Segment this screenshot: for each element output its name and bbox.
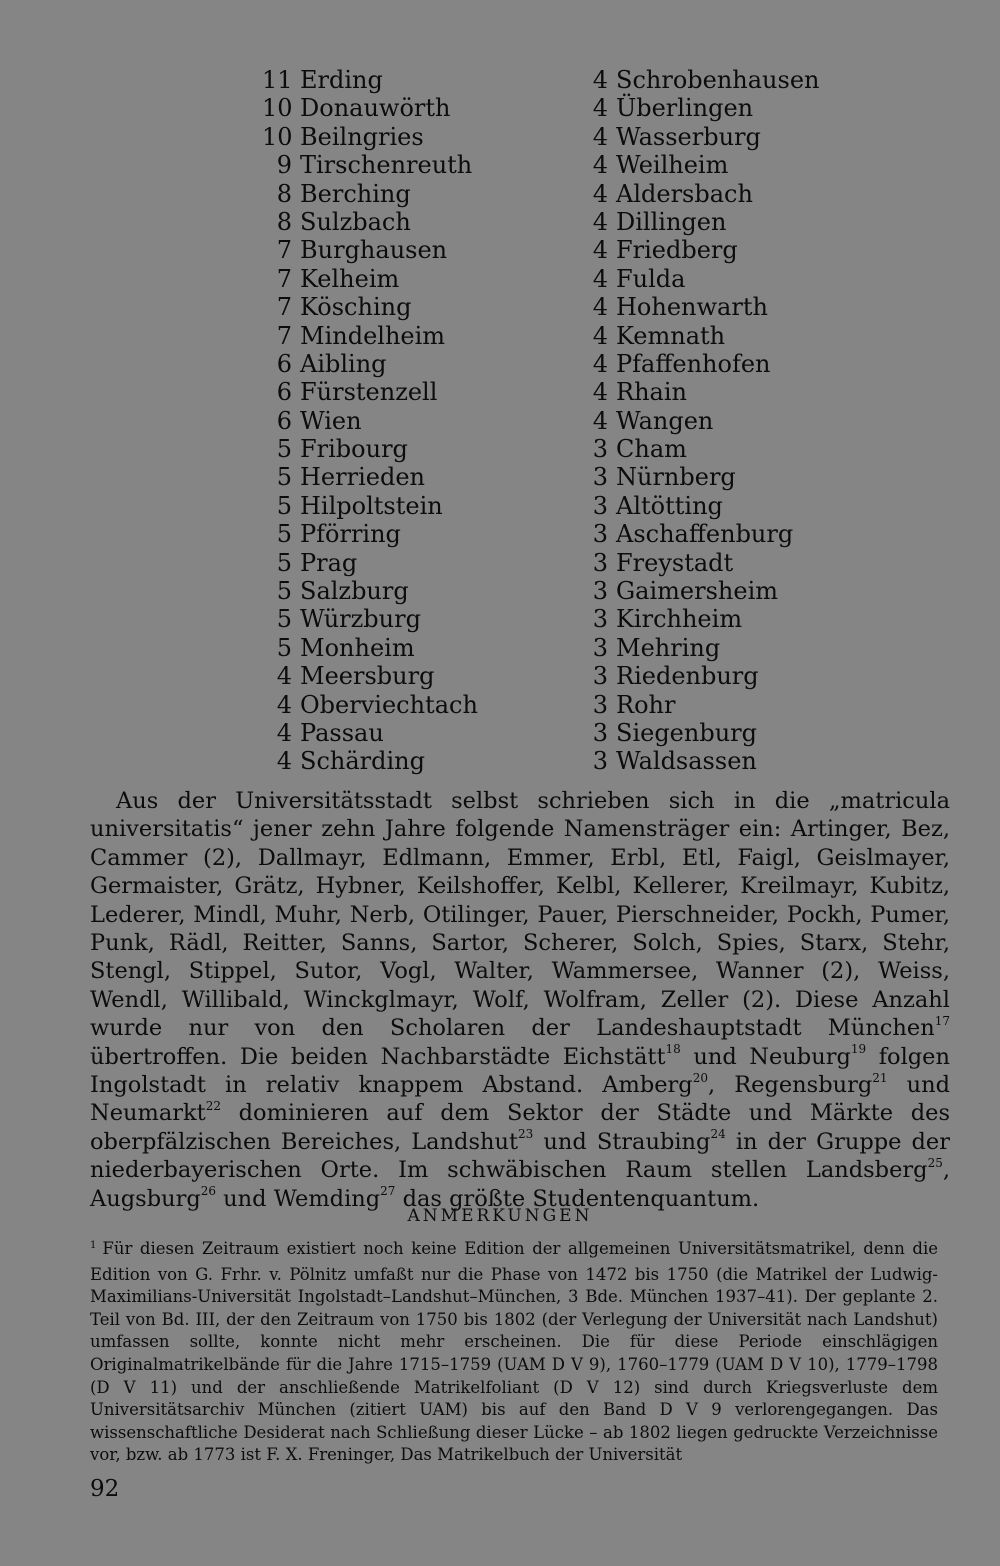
count-value: 3 xyxy=(592,548,608,577)
footnote-marker: 1 xyxy=(90,1240,97,1251)
place-name: Mindelheim xyxy=(300,321,446,350)
count-value: 4 xyxy=(592,321,608,350)
count-value: 5 xyxy=(276,605,292,634)
footnote-ref: 20 xyxy=(692,1070,708,1085)
list-item xyxy=(262,605,552,633)
place-name: Schrobenhausen xyxy=(616,66,820,94)
footnote-text: Für diesen Zeitraum existiert noch keine Edition der allgemeinen Universitätsmatrikel, denn die Edition von G. Frhr. v. Pölnitz umfaßt nur die Phase von 1472 bis 1750 (die Matrikel der Ludwig-Maximilians-Universität Ingolstadt–Landshut–München, 3 Bde. München 1937–41). Der geplante 2. Teil von Bd. III, der den Zeitraum von 1750 bis 1802 (der Verlegung der Universität nach Landshut) umfassen sollte, konnte nicht mehr erscheinen. Die für diese Periode einschlägigen Originalmatrikelbände für die Jahre 1715–1759 (UAM D V 9), 1760–1779 (UAM D V 10), 1779–1798 (D V 11) und der anschließende Matrikelfoliant (D V 12) sind durch Kriegsverluste dem Universitätsarchiv München (zitiert UAM) bis auf den Band D V 9 verlorengegangen. Das wissenschaftliche Desiderat nach Schließung dieser Lücke – ab 1802 liegen gedruckte Verzeichnisse vor, bzw. ab 1773 ist F. X. Freninger, Das Matrikelbuch der Universität xyxy=(90,1239,938,1465)
list-item xyxy=(578,66,838,94)
list-item xyxy=(578,123,838,151)
place-name: Fribourg xyxy=(300,435,408,464)
count-value: 7 xyxy=(276,236,292,265)
place-name: Rhain xyxy=(616,378,687,407)
count-value: 3 xyxy=(592,463,608,492)
place-name: Kösching xyxy=(300,293,412,322)
place-name: Prag xyxy=(300,548,358,577)
place-name: Überlingen xyxy=(616,94,754,123)
place-name: Pfaffenhofen xyxy=(616,349,771,378)
count-value: 5 xyxy=(276,520,292,549)
list-item xyxy=(262,208,552,236)
place-name: Friedberg xyxy=(616,236,738,265)
place-name: Tirschenreuth xyxy=(300,151,473,180)
count-value: 3 xyxy=(592,491,608,520)
list-item xyxy=(578,265,838,293)
count-value: 5 xyxy=(276,577,292,606)
list-item xyxy=(578,350,838,378)
place-name: Aldersbach xyxy=(616,179,753,208)
text-run: und Straubing xyxy=(533,1128,711,1155)
place-name: Würzburg xyxy=(300,605,421,634)
list-item xyxy=(262,350,552,378)
footnote-1 xyxy=(90,1238,938,1467)
place-name: Hohenwarth xyxy=(616,293,768,322)
count-value: 3 xyxy=(592,520,608,549)
list-item xyxy=(262,520,552,548)
count-value: 3 xyxy=(592,633,608,662)
place-name: Wien xyxy=(300,406,362,435)
place-name: Nürnberg xyxy=(616,463,736,492)
place-name: Beilngries xyxy=(300,122,424,151)
count-value: 5 xyxy=(276,463,292,492)
place-name: Pförring xyxy=(300,520,401,549)
list-item xyxy=(578,605,838,633)
count-value: 8 xyxy=(276,179,292,208)
footnote-ref: 27 xyxy=(380,1184,396,1199)
list-item xyxy=(578,94,838,122)
place-name: Riedenburg xyxy=(616,662,759,691)
list-item xyxy=(578,719,838,747)
list-item xyxy=(262,123,552,151)
count-value: 4 xyxy=(276,718,292,747)
count-value: 3 xyxy=(592,690,608,719)
place-name: Mehring xyxy=(616,633,721,662)
count-value: 3 xyxy=(592,747,608,776)
count-value: 5 xyxy=(276,435,292,464)
list-item xyxy=(578,549,838,577)
notes-heading: ANMERKUNGEN xyxy=(407,1206,593,1226)
count-value: 5 xyxy=(276,548,292,577)
list-item xyxy=(262,463,552,491)
place-name: Burghausen xyxy=(300,236,448,265)
place-name: Weilheim xyxy=(616,151,729,180)
count-value: 6 xyxy=(276,349,292,378)
place-name: Monheim xyxy=(300,633,415,662)
count-value: 10 xyxy=(262,94,293,123)
count-value: 4 xyxy=(276,662,292,691)
count-value: 5 xyxy=(276,633,292,662)
place-name: Kelheim xyxy=(300,264,400,293)
place-name: Kirchheim xyxy=(616,605,743,634)
list-item xyxy=(578,293,838,321)
count-value: 9 xyxy=(276,151,292,180)
list-item xyxy=(578,407,838,435)
place-name: Hilpoltstein xyxy=(300,491,443,520)
body-paragraph-block xyxy=(90,787,950,1213)
place-name: Freystadt xyxy=(616,548,734,577)
place-name: Berching xyxy=(300,179,411,208)
place-name: Kemnath xyxy=(616,321,726,350)
footnote-ref: 25 xyxy=(927,1155,943,1170)
place-name: Schärding xyxy=(300,747,425,776)
list-item xyxy=(262,577,552,605)
list-item xyxy=(578,180,838,208)
count-value: 7 xyxy=(276,321,292,350)
text-run: in der Gruppe der niederbayerischen Orte. Im schwäbischen Raum stellen Landsberg xyxy=(90,1128,950,1184)
list-item xyxy=(578,492,838,520)
count-value: 4 xyxy=(592,293,608,322)
count-value: 3 xyxy=(592,662,608,691)
list-column-right xyxy=(578,66,838,776)
text-run: , Regensburg xyxy=(708,1072,873,1099)
place-name: Siegenburg xyxy=(616,718,757,747)
list-item xyxy=(578,151,838,179)
footnote-ref: 26 xyxy=(200,1184,217,1199)
list-item xyxy=(262,719,552,747)
place-name: Herrieden xyxy=(300,463,425,492)
list-item xyxy=(262,634,552,662)
count-value: 4 xyxy=(592,179,608,208)
count-value: 4 xyxy=(592,207,608,236)
place-name: Donauwörth xyxy=(300,94,451,123)
count-value: 3 xyxy=(592,435,608,464)
body-paragraph xyxy=(90,787,950,1213)
count-value: 3 xyxy=(592,718,608,747)
list-item xyxy=(578,577,838,605)
text-run: das größte Studentenquantum. xyxy=(395,1185,760,1212)
text-run: , Augsburg xyxy=(90,1157,950,1212)
list-item xyxy=(578,520,838,548)
text-run: dominieren auf dem Sektor der Städte und Märkte des oberpfälzischen Bereiches, Landshut xyxy=(90,1100,950,1155)
count-value: 6 xyxy=(276,378,292,407)
count-value: 8 xyxy=(276,207,292,236)
list-item xyxy=(262,236,552,264)
place-name: Gaimersheim xyxy=(616,577,778,606)
list-item xyxy=(578,236,838,264)
text-run: und Neuburg xyxy=(680,1043,851,1070)
text-run: übertroffen. Die beiden Nachbarstädte Eichstätt xyxy=(90,1043,666,1070)
place-name: Wasserburg xyxy=(616,122,761,151)
place-name: Aibling xyxy=(300,349,387,378)
list-item xyxy=(262,66,552,94)
place-name: Fürstenzell xyxy=(300,378,438,407)
list-item xyxy=(578,378,838,406)
text-run: folgen Ingolstadt in relativ knappem Abstand. Amberg xyxy=(90,1043,950,1099)
count-value: 3 xyxy=(592,577,608,606)
count-value: 4 xyxy=(276,690,292,719)
list-item xyxy=(262,691,552,719)
count-value: 4 xyxy=(592,122,608,151)
list-column-left xyxy=(262,66,552,776)
place-name: Meersburg xyxy=(300,662,435,691)
list-item xyxy=(578,435,838,463)
count-value: 10 xyxy=(262,122,293,151)
footnote-ref: 18 xyxy=(665,1042,681,1057)
list-item xyxy=(262,180,552,208)
list-item xyxy=(578,322,838,350)
place-name: Fulda xyxy=(616,264,686,293)
list-item xyxy=(262,435,552,463)
count-value: 7 xyxy=(276,264,292,293)
count-value: 4 xyxy=(592,66,608,94)
list-item xyxy=(262,378,552,406)
count-value: 6 xyxy=(276,406,292,435)
text-run: und Neumarkt xyxy=(90,1072,950,1127)
count-value: 4 xyxy=(592,406,608,435)
footnote-ref: 24 xyxy=(710,1127,726,1142)
count-value: 4 xyxy=(592,94,608,123)
count-value: 5 xyxy=(276,491,292,520)
footnote-ref: 22 xyxy=(205,1098,221,1113)
place-name: Waldsassen xyxy=(616,747,757,776)
place-name: Erding xyxy=(300,66,383,94)
place-name: Rohr xyxy=(616,690,676,719)
place-name: Oberviechtach xyxy=(300,690,478,719)
list-item xyxy=(262,265,552,293)
count-value: 4 xyxy=(276,747,292,776)
footnote-ref: 17 xyxy=(934,1013,950,1028)
list-item xyxy=(578,208,838,236)
list-item xyxy=(262,549,552,577)
place-name: Altötting xyxy=(616,491,723,520)
list-item xyxy=(578,691,838,719)
place-name: Passau xyxy=(300,718,384,747)
count-value: 4 xyxy=(592,349,608,378)
count-value: 4 xyxy=(592,264,608,293)
page-number: 92 xyxy=(90,1476,120,1502)
list-item xyxy=(262,94,552,122)
count-value: 4 xyxy=(592,378,608,407)
count-value: 3 xyxy=(592,605,608,634)
place-name: Sulzbach xyxy=(300,207,411,236)
list-item xyxy=(262,492,552,520)
list-item xyxy=(578,747,838,775)
list-item xyxy=(262,293,552,321)
place-name: Aschaffenburg xyxy=(616,520,794,549)
footnote-ref: 21 xyxy=(872,1070,888,1085)
text-run: Aus der Universitätsstadt selbst schrieben sich in die „matricula universitatis“ jener zehn Jahre folgende Namensträger ein: Artinger, Bez, Cammer (2), Dallmayr, Edlmann, Emmer, Erbl, Etl, Faigl, Geislmayer, Germaister, Grätz, Hybner, Keilshoffer, Kelbl, Kellerer, Kreilmayr, Kubitz, Lederer, Mindl, Muhr, Nerb, Otilinger, Pauer, Pierschneider, Pockh, Pumer, Punk, Rädl, Reitter, Sanns, Sartor, Scherer, Solch, Spies, Starx, Stehr, Stengl, Stippel, Sutor, Vogl, Walter, Wammersee, Wanner (2), Weiss, Wendl, Willibald, Winckglmayr, Wolf, Wolfram, Zeller (2). Diese Anzahl wurde nur von den Scholaren der Landeshauptstadt München xyxy=(90,788,950,1042)
list-item xyxy=(262,662,552,690)
text-run: und Wemding xyxy=(216,1185,381,1212)
place-name: Dillingen xyxy=(616,207,727,236)
footnote-ref: 19 xyxy=(850,1042,867,1057)
footnote-ref: 23 xyxy=(518,1127,534,1142)
place-name: Salzburg xyxy=(300,577,409,606)
count-value: 4 xyxy=(592,236,608,265)
list-item xyxy=(578,463,838,491)
list-item xyxy=(262,322,552,350)
list-item xyxy=(578,662,838,690)
list-item xyxy=(578,634,838,662)
place-name: Wangen xyxy=(616,406,714,435)
list-item xyxy=(262,747,552,775)
list-item xyxy=(262,407,552,435)
list-item xyxy=(262,151,552,179)
count-value: 7 xyxy=(276,293,292,322)
count-value: 11 xyxy=(262,66,293,94)
place-name: Cham xyxy=(616,435,687,464)
count-value: 4 xyxy=(592,151,608,180)
